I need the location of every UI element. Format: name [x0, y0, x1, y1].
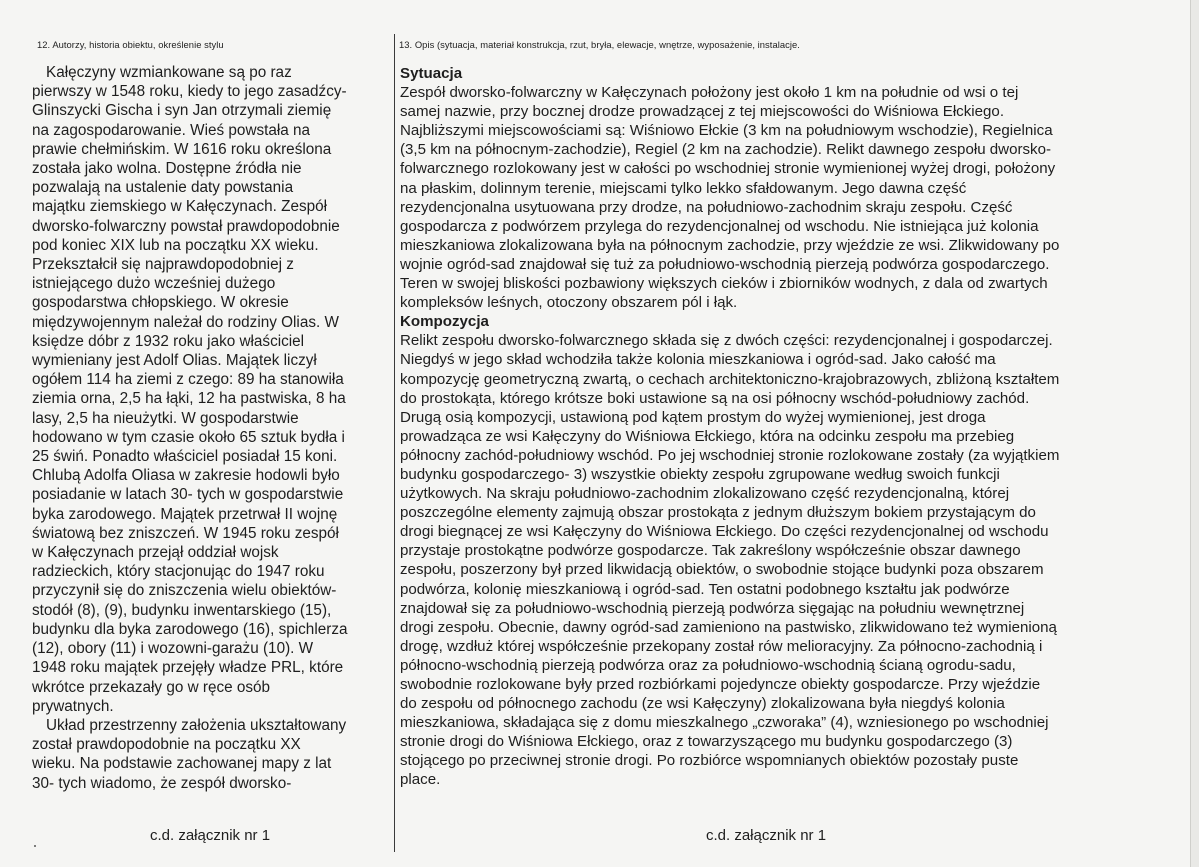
text-line: radzieckich, który stacjonując do 1947 roku [32, 563, 325, 581]
text-line: stodół (8), (9), budynku inwentarskiego (15), [32, 601, 332, 619]
text-line: istniejącego dużo wcześniej dużego [32, 275, 276, 293]
text-line: przyczynił się do zniszczenia wielu obiektów- [32, 582, 337, 600]
text-line: stojącego po przeciwnej stronie drogi. Po rozbiórce wspomnianych obiektów pozostały puste [400, 752, 1019, 770]
text-line: światową bez zniszczeń. W 1945 roku zespół [32, 524, 339, 542]
text-line: pod koniec XIX lub na początku XX wieku. [32, 236, 319, 254]
text-line: została jako wolna. Dostępne źródła nie [32, 160, 302, 178]
text-line: samej nazwie, przy bocznej drodze prowadzącej z tej miejscowości do Wiśniowa Ełckiego. [400, 103, 1005, 121]
text-line: gospodarcza z podwórzem przylega do rezydencjonalnej od wschodu. Nie istniejąca już kolonia [400, 217, 1039, 235]
text-line: dworsko-folwarczny powstał prawdopodobnie [32, 217, 340, 235]
history-text [32, 63, 392, 793]
text-line: Przekształcił się najprawdopodobniej z [32, 256, 294, 274]
text-line: swobodnie rozlokowane były przed rozbiórkami pojedyncze obiekty gospodarcze. Przy wjeździe [400, 676, 1041, 693]
text-line: w Kałęczynach przejął oddział wojsk [32, 544, 279, 562]
text-line: prawie chełmińskim. W 1616 roku określona [32, 140, 332, 158]
text-line: podwórza, kolonię mieszkaniową i ogród-sad. Ten ostatni podobnego kształtu jak podwórze [400, 580, 1010, 598]
text-line: prowadząca ze wsi Kałęczyny do Wiśniowa Ełckiego, która na odcinku zespołu ma przebieg [400, 427, 1015, 445]
text-line: Zespół dworsko-folwarczny w Kałęczynach położony jest około 1 km na południe od wsi o tej [400, 84, 1019, 102]
text-line: północny zachód-południowy wschód. Po jej wschodniej stronie rozlokowane zostały (za wyjątkiem [400, 446, 1060, 464]
text-line: gospodarstwa chłopskiego. W okresie [32, 294, 289, 312]
column-divider [394, 34, 395, 852]
text-line: użytkowych. Na skraju południowo-zachodnim zlokalizowano część rezydencjonalną, której [400, 485, 1010, 503]
text-line: ziemia orna, 2,5 ha łąki, 12 ha pastwiska, 8 ha [32, 390, 346, 408]
text-line: drogi biegnącej ze wsi Kałęczyny do Wiśniowa Ełckiego. Do części rezydencjonalnej od wschodu [400, 523, 1049, 541]
text-line: na zagospodarowanie. Wieś powstała na [32, 121, 311, 139]
text-line: lasy, 2,5 ha nieużytki. W gospodarstwie [32, 409, 299, 427]
text-line: Kałęczyny wzmiankowane są po raz [46, 64, 292, 81]
text-line: został prawdopodobnie na początku XX [32, 736, 301, 754]
text-line: poszczególne elementy zajmują obszar prostokąta z jednym dłuższym bokiem przystającym do [400, 504, 1036, 522]
text-line: wymieniany jest Adolf Olias. Majątek liczył [32, 352, 317, 370]
text-line: Niegdyś w jego skład wchodziła także kolonia mieszkaniowa i ogród-sad. Jako całość ma [400, 351, 996, 369]
text-line: 1948 roku majątek przejęły władze PRL, które [32, 659, 344, 677]
text-line: hodowano w tym czasie około 65 sztuk bydła i [32, 428, 345, 446]
description-text [400, 64, 1160, 790]
scan-speck [34, 845, 36, 847]
text-line: zespołu, poszerzony był przed likwidacją obiektów, o swobodnie stojące budynki poza obszarem [400, 561, 1044, 579]
text-line: międzywojennym należał do rodziny Olias. W [32, 313, 339, 331]
text-line: księdze dóbr z 1932 roku jako właściciel [32, 332, 305, 350]
text-line: byka zarodowego. Majątek przetrwał II wojnę [32, 505, 338, 523]
text-line: pierwszy w 1548 roku, kiedy to jego zasadźcy- [32, 83, 347, 101]
text-line: znajdował się za południowo-wschodnią pierzeją podwórza sięgając na południu wewnętrznej [400, 599, 1025, 617]
section-heading-kompozycja: Kompozycja [400, 313, 489, 331]
text-line: posiadanie w latach 30- tych w gospodarstwie [32, 486, 344, 504]
text-line: Chlubą Adolfa Oliasa w zakresie hodowli było [32, 467, 340, 485]
right-footer-note: c.d. załącznik nr 1 [706, 827, 827, 844]
text-line: budynku dla byka zarodowego (16), spichlerza [32, 620, 348, 638]
page-edge [1190, 0, 1199, 867]
text-line: Układ przestrzenny założenia ukształtowany [46, 716, 347, 734]
text-line: 25 świń. Ponadto właściciel posiadał 15 koni. [32, 448, 338, 466]
text-line: folwarcznego rozlokowany jest w całości po wschodniej stronie wymienionej wyżej drogi, położony [400, 160, 1056, 178]
section-heading-sytuacja: Sytuacja [400, 65, 463, 82]
right-column-header: 13. Opis (sytuacja, materiał konstrukcja, rzut, bryła, elewacje, wnętrze, wyposażenie, instalacje. [399, 39, 800, 50]
text-line: do prostokąta, którego krótsze boki ustawione są na osi północny wschód-południowy zachód. [400, 389, 1030, 407]
text-line: 30- tych wiadomo, że zespół dworsko- [32, 774, 292, 792]
text-line: Glinszycki Gischa i syn Jan otrzymali ziemię [32, 102, 332, 120]
text-line: prywatnych. [32, 697, 114, 715]
text-line: przystaje prostokątne podwórze gospodarcze. Tak zakreślony współcześnie obszar dawnego [400, 542, 1021, 560]
text-line: ogółem 114 ha ziemi z czego: 89 ha stanowiła [32, 371, 344, 389]
text-line: Relikt zespołu dworsko-folwarcznego składa się z dwóch części: rezydencjonalnej i gospodarczej. [400, 332, 1053, 350]
text-line: mieszkaniowa zlokalizowana była na północnym zachodzie, przy wjeździe ze wsi. Zlikwidowany po [400, 236, 1060, 254]
left-column-header: 12. Autorzy, historia obiektu, określenie stylu [37, 39, 224, 50]
text-line: wieku. Na podstawie zachowanej mapy z lat [32, 755, 332, 773]
text-line: Najbliższymi miejscowościami są: Wiśniowo Ełckie (3 km na południowym wschodzie), Regielnica [400, 122, 1053, 140]
text-line: wkrótce przekazały go w ręce osób [32, 678, 271, 696]
text-line: drogę, wzdłuż której współcześnie przekopany został rów melioracyjny. Za północno-zachodnią i [400, 637, 1043, 655]
text-line: stronie drogi do Wiśniowa Ełckiego, oraz z towarzyszącego mu budynku gospodarczego (3) [400, 733, 1013, 751]
text-line: drogi zespołu. Obecnie, dawny ogród-sad zamieniono na pastwisko, zlikwidowano też wymienioną [400, 618, 1057, 636]
text-line: Drugą osią kompozycji, ustawioną pod kątem prostym do wyżej wymienionej, jest droga [400, 408, 986, 426]
text-line: (3,5 km na północnym-zachodzie), Regiel (2 km na zachodzie). Relikt dawnego zespołu dworsko- [400, 141, 1052, 159]
text-line: rezydencjonalna usytuowana przy drodze, na południowo-zachodnim skraju zespołu. Część [400, 198, 1013, 216]
text-line: place. [400, 771, 441, 789]
left-footer-note: c.d. załącznik nr 1 [150, 827, 271, 844]
text-line: (12), obory (11) i wozowni-garażu (10). W [32, 640, 314, 658]
text-line: północno-wschodnią pierzeją podwórza oraz za południowo-wschodnią ścianą ogrodu-sadu, [400, 656, 1016, 674]
text-line: na płaskim, dolinnym terenie, miejscami tylko lekko sfałdowanym. Jego dawna część [400, 179, 967, 197]
text-line: wojnie ogród-sad znajdował się tuż za południowo-wschodnią pierzeją podwórza gospodarczego. [400, 255, 1050, 273]
text-line: do zespołu od północnego zachodu (ze wsi Kałęczyny) zlokalizowana była niegdyś kolonia [400, 695, 1005, 713]
text-line: budynku gospodarczego- 3) wszystkie obiekty zespołu zgrupowane według swoich funkcji [400, 465, 1000, 483]
text-line: Teren w swojej bliskości pozbawiony większych cieków i zbiorników wodnych, z dala od zwartych [400, 275, 1048, 293]
text-line: kompleksów leśnych, otoczony obszarem pól i łąk. [400, 294, 738, 312]
text-line: mieszkaniowa, składająca się z domu mieszkalnego „czworaka” (4), wzniesionego po wschodniej [400, 714, 1049, 732]
text-line: pozwalają na ustalenie daty powstania [32, 179, 294, 197]
text-line: majątku ziemskiego w Kałęczynach. Zespół [32, 198, 328, 216]
text-line: kompozycję geometryczną zwartą, o cechach architektoniczno-krajobrazowych, zbliżoną kształtem [400, 370, 1060, 388]
